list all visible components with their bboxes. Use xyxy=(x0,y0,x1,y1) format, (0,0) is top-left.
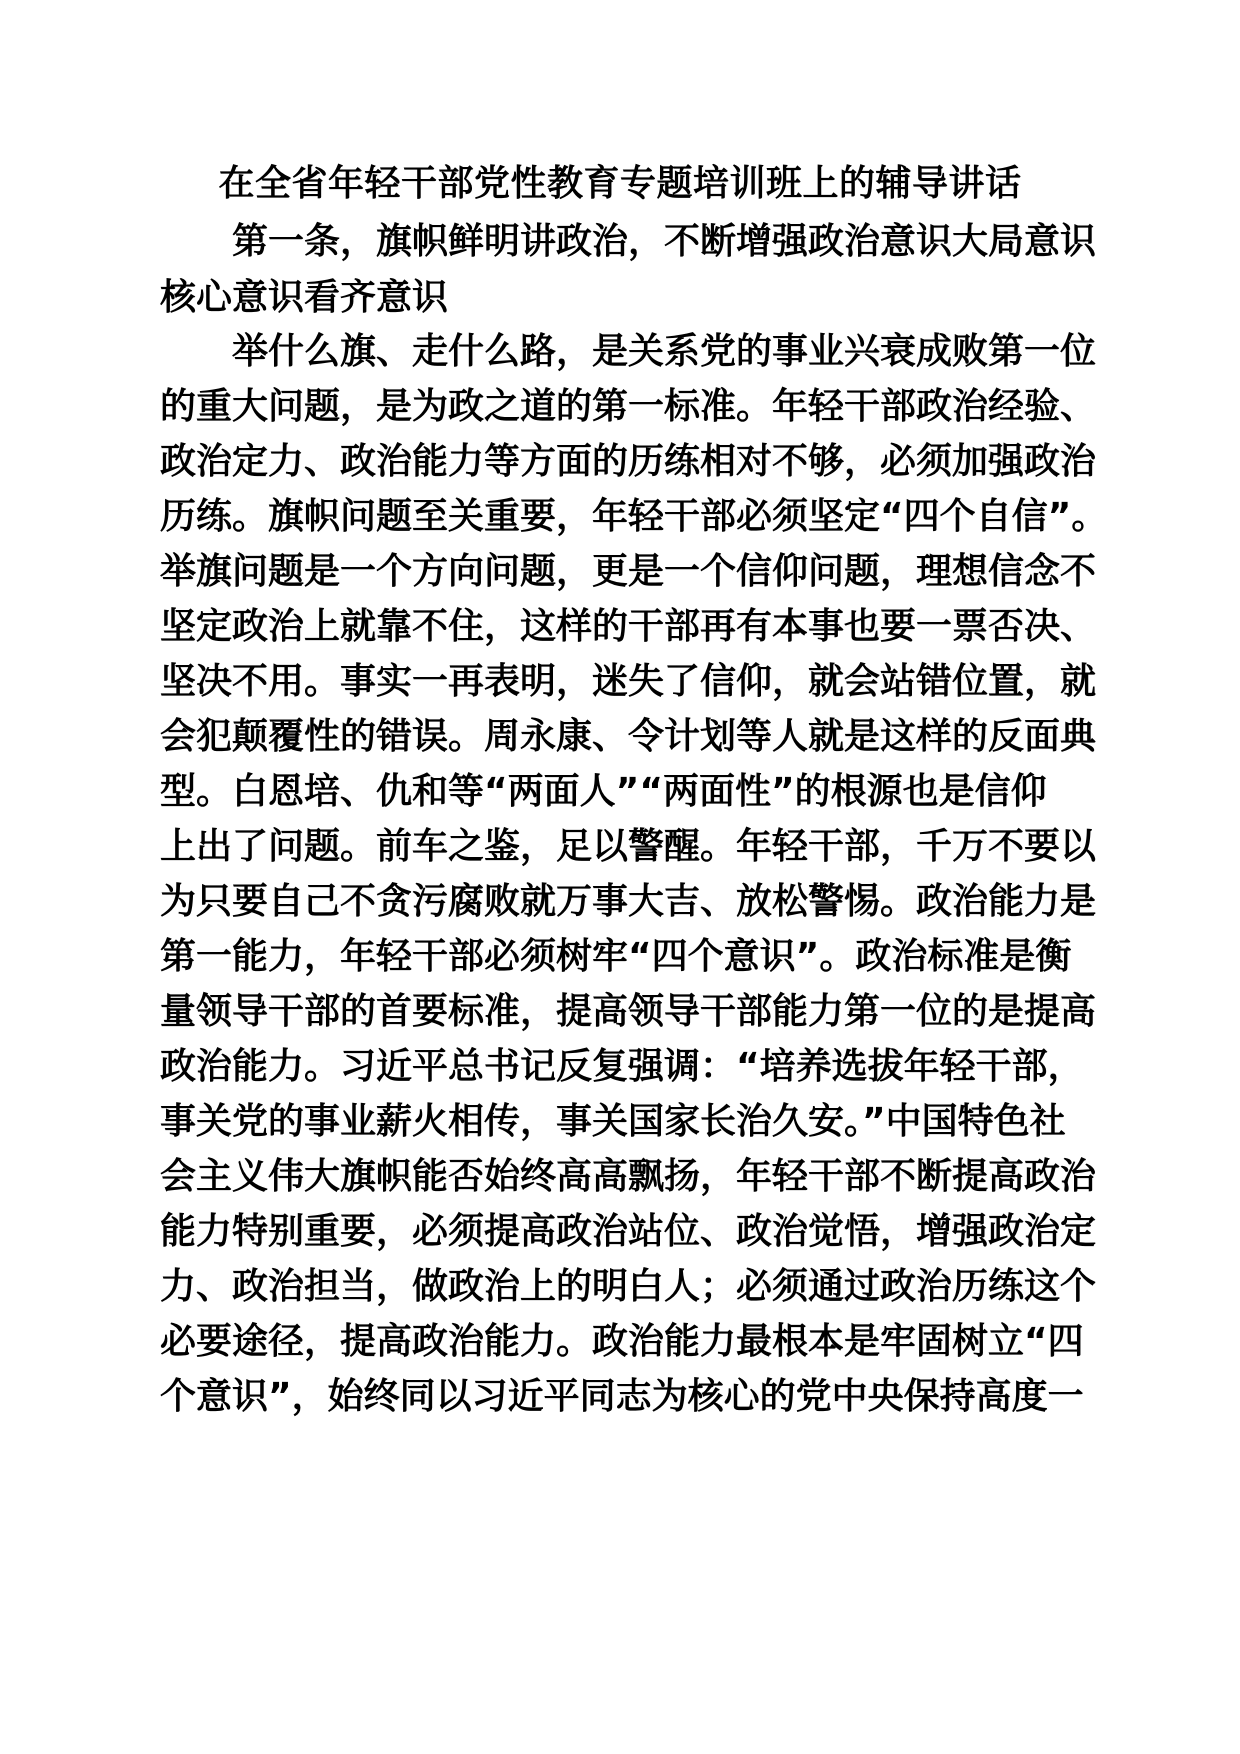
body-text-line: 必要途径，提高政治能力。政治能力最根本是牢固树立“四 xyxy=(160,1321,1084,1362)
document-title: 在全省年轻干部党性教育专题培训班上的辅导讲话 xyxy=(218,163,1022,204)
body-text-line: 会犯颠覆性的错误。周永康、令计划等人就是这样的反面典 xyxy=(160,716,1097,757)
body-text-line: 政治能力。习近平总书记反复强调：“培养选拔年轻干部， xyxy=(160,1046,1084,1087)
body-text-line: 个意识”，始终同以习近平同志为核心的党中央保持高度一 xyxy=(160,1376,1084,1417)
body-text-line: 上出了问题。前车之鉴，足以警醒。年轻干部，千万不要以 xyxy=(160,826,1097,867)
body-text-line: 举旗问题是一个方向问题，更是一个信仰问题，理想信念不 xyxy=(160,551,1097,592)
body-text-line: 为只要自己不贪污腐败就万事大吉、放松警惕。政治能力是 xyxy=(160,881,1097,922)
body-text-line: 政治定力、政治能力等方面的历练相对不够，必须加强政治 xyxy=(160,441,1097,482)
body-text-line: 能力特别重要，必须提高政治站位、政治觉悟，增强政治定 xyxy=(160,1211,1097,1252)
body-text-line: 的重大问题，是为政之道的第一标准。年轻干部政治经验、 xyxy=(160,386,1097,427)
body-text-line: 事关党的事业薪火相传，事关国家长治久安。”中国特色社 xyxy=(160,1101,1066,1142)
section-heading-line: 第一条，旗帜鲜明讲政治，不断增强政治意识大局意识 xyxy=(232,221,1097,262)
body-text-line: 力、政治担当，做政治上的明白人；必须通过政治历练这个 xyxy=(160,1266,1097,1307)
body-text-line: 历练。旗帜问题至关重要，年轻干部必须坚定“四个自信”。 xyxy=(160,496,1108,537)
body-text-line: 坚定政治上就靠不住，这样的干部再有本事也要一票否决、 xyxy=(160,606,1097,647)
body-text-line: 量领导干部的首要标准，提高领导干部能力第一位的是提高 xyxy=(160,991,1097,1032)
body-text-line: 型。白恩培、仇和等“两面人”“两面性”的根源也是信仰 xyxy=(160,771,1047,812)
body-text-line: 坚决不用。事实一再表明，迷失了信仰，就会站错位置，就 xyxy=(160,661,1097,702)
body-text-line: 会主义伟大旗帜能否始终高高飘扬，年轻干部不断提高政治 xyxy=(160,1156,1097,1197)
body-text-line: 举什么旗、走什么路，是关系党的事业兴衰成败第一位 xyxy=(232,331,1097,372)
body-text-line: 第一能力，年轻干部必须树牢“四个意识”。政治标准是衡 xyxy=(160,936,1072,977)
section-heading-line: 核心意识看齐意识 xyxy=(160,277,449,318)
